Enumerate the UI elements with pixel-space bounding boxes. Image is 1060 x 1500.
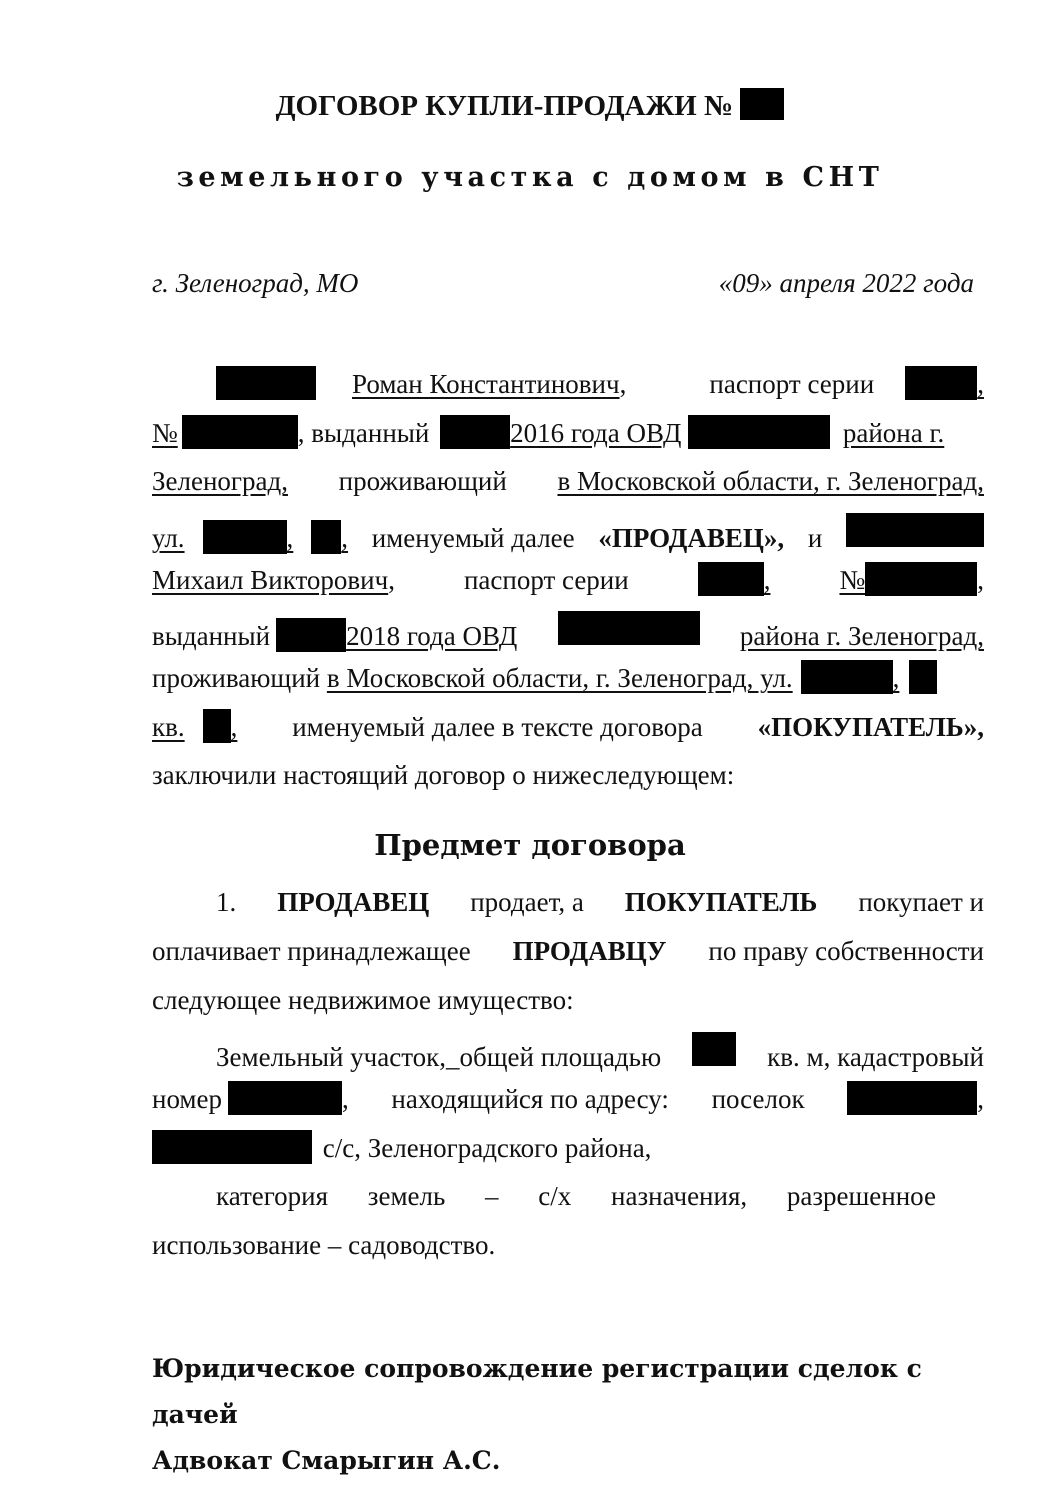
seller-name-group: Роман Константинович,: [216, 366, 626, 401]
seller-name: Роман Константинович: [352, 369, 620, 399]
subject-line-3: следующее недвижимое имущество:: [152, 985, 574, 1015]
seller-role: ПРОДАВЕЦ: [277, 887, 430, 917]
subject-line-2: [152, 934, 984, 968]
buyer-issued-group: [152, 618, 517, 653]
comma: ,: [892, 663, 900, 693]
redacted-village: [847, 1081, 977, 1115]
redacted-passport-number: [182, 415, 298, 449]
number-sign: №: [839, 565, 866, 595]
title-text: ДОГОВОР КУПЛИ-ПРОДАЖИ №: [275, 90, 734, 122]
subject-line-4: [152, 1032, 984, 1074]
comma: ,: [977, 1084, 984, 1114]
comma: ,: [977, 565, 984, 595]
footer-author: Адвокат Смарыгин А.С.: [152, 1446, 501, 1475]
redacted-cadastral-number: [228, 1081, 342, 1115]
issued-label: выданный: [152, 621, 271, 651]
comma: ,: [763, 565, 771, 595]
ownership-text: по праву собственности: [708, 936, 984, 966]
located-text: находящийся по адресу:: [391, 1084, 669, 1114]
seller-passport-series: [905, 366, 984, 401]
parties-line-9: заключили настоящий договор о нижеследующем:: [152, 760, 735, 790]
pays-text: оплачивает принадлежащее: [152, 936, 471, 966]
seller-role: «ПРОДАВЕЦ»,: [598, 523, 785, 553]
footer-line-2: дачей: [152, 1400, 238, 1429]
document-subtitle: земельного участка с домом в СНТ: [176, 162, 884, 193]
parties-line-8: [152, 709, 984, 744]
buyer-passport-series: [698, 562, 771, 597]
subject-line-6: [152, 1130, 984, 1165]
seller-role: ПРОДАВЦУ: [512, 936, 667, 966]
document-title: [0, 88, 1060, 123]
village-label: поселок: [711, 1084, 805, 1114]
buyer-address: в Московской области, г. Зеленоград, ул.: [326, 663, 793, 693]
redacted-issue-date: [276, 618, 346, 652]
number-label: номер: [152, 1084, 223, 1114]
village-group: [847, 1081, 984, 1116]
number-sign: №: [152, 418, 178, 448]
buyer-role: «ПОКУПАТЕЛЬ»,: [757, 712, 984, 742]
contract-place: г. Зеленоград, МО: [152, 268, 359, 298]
buyer-role: ПОКУПАТЕЛЬ: [624, 887, 818, 917]
redacted-district: [558, 611, 700, 645]
buyer-passport-number: [839, 562, 984, 597]
redacted-house: [311, 520, 341, 554]
clause-number: 1.: [216, 887, 237, 917]
seller-street-group: [152, 520, 348, 555]
parties-line-2: [152, 415, 984, 450]
subject-line-8: использование – садоводство.: [152, 1230, 496, 1260]
redacted-flat: [203, 709, 231, 743]
living-label: проживающий: [338, 466, 507, 496]
issue-year: 2016 года ОВД: [510, 418, 682, 448]
parties-line-3: [152, 464, 984, 498]
subject-line-5: [152, 1081, 984, 1116]
contract-date: «09» апреля 2022 года: [718, 268, 974, 298]
issued-label: , выданный: [297, 418, 430, 448]
redacted-issue-date: [440, 415, 510, 449]
redacted-area: [692, 1032, 736, 1066]
comma: ,: [230, 712, 238, 742]
district-label: района г. Зеленоград,: [739, 621, 984, 651]
living-label: проживающий: [152, 663, 321, 693]
area-text: кв. м, кадастровый: [767, 1042, 984, 1072]
redacted-seller-surname: [216, 366, 316, 400]
redacted-district: [688, 415, 830, 449]
redacted-passport-number: [865, 562, 977, 596]
redacted-buyer-surname: [846, 513, 984, 547]
passport-label: паспорт серии: [463, 565, 629, 595]
buyer-name-group: [152, 563, 395, 597]
category-text: категория земель – с/х назначения, разрешенное: [216, 1181, 936, 1211]
passport-label: паспорт серии: [709, 369, 875, 399]
land-text: Земельный участок,_общей площадью: [216, 1042, 662, 1072]
buyer-name: Михаил Викторович: [152, 565, 389, 595]
parties-line-1: [152, 366, 984, 401]
buyer-flat-group: [152, 709, 237, 744]
parties-line-6: [152, 611, 984, 653]
comma: ,: [341, 523, 349, 553]
comma: ,: [977, 369, 984, 399]
parties-line-5: [152, 562, 984, 597]
footer-line-1: Юридическое сопровождение регистрации сделок с: [152, 1354, 922, 1383]
cadastral-group: [152, 1081, 349, 1116]
buys-text: покупает и: [858, 887, 984, 917]
sells-text: продает, а: [470, 887, 584, 917]
subject-line-1: [152, 885, 984, 919]
section-heading: Предмет договора: [374, 828, 686, 862]
subject-line-7: [152, 1179, 984, 1213]
district-text: с/с, Зеленоградского района,: [322, 1133, 652, 1163]
comma: ,: [342, 1084, 349, 1114]
comma: ,: [388, 565, 395, 595]
street-label: ул.: [152, 523, 185, 553]
named-label: именуемый далее: [371, 523, 575, 553]
redacted-street: [801, 660, 893, 694]
redacted-settlement: [152, 1130, 312, 1164]
redacted-passport-series: [698, 562, 764, 596]
comma: ,: [286, 523, 294, 553]
named-label: именуемый далее в тексте договора: [292, 712, 703, 742]
redacted-house: [909, 660, 937, 694]
redacted-passport-series: [905, 366, 977, 400]
flat-label: кв.: [152, 712, 185, 742]
issue-year: 2018 года ОВД: [346, 621, 518, 651]
seller-address: в Московской области, г. Зеленоград,: [557, 466, 984, 496]
parties-line-7: [152, 660, 984, 695]
redacted-contract-number: [740, 88, 784, 120]
redacted-street: [203, 520, 287, 554]
and-label: и: [807, 523, 823, 553]
district-label: района г.: [842, 418, 945, 448]
city-label: Зеленоград,: [152, 466, 288, 496]
parties-line-4: [152, 513, 984, 555]
